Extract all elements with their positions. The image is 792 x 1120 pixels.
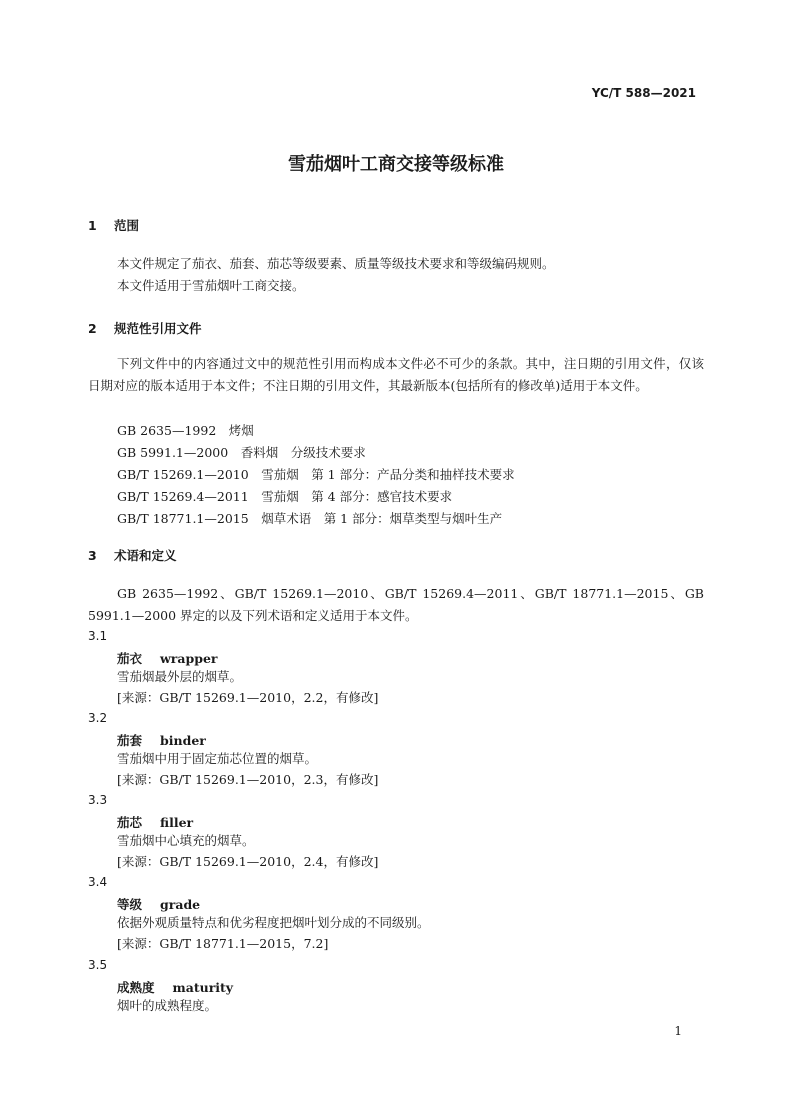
term-cn: 成熟度 (117, 980, 155, 995)
term-source: [来源：GB/T 15269.1—2010，2.2，有修改] (117, 690, 379, 705)
section-heading (88, 216, 139, 234)
term-en: grade (160, 897, 201, 912)
reference-item: GB 5991.1—2000 香料烟 分级技术要求 (117, 445, 366, 460)
term-number: 3.5 (88, 958, 108, 972)
term-cn: 茄芯 (117, 815, 143, 830)
section-title: 范围 (114, 218, 140, 233)
section-heading (88, 319, 202, 337)
document-code: YC/T 588—2021 (591, 86, 696, 100)
page-number: 1 (674, 1024, 682, 1038)
section-number: 3 (88, 548, 97, 563)
paragraph: 下列文件中的内容通过文中的规范性引用而构成本文件必不可少的条款。其中，注日期的引用文件，仅该日期对应的版本适用于本文件；不注日期的引用文件，其最新版本(包括所有的修改单)适用于本文件。 (88, 356, 704, 393)
term-name (117, 649, 217, 667)
term-definition: 依据外观质量特点和优劣程度把烟叶划分成的不同级别。 (117, 915, 430, 930)
term-definition: 雪茄烟中用于固定茄芯位置的烟草。 (117, 751, 318, 766)
term-cn: 茄套 (117, 733, 143, 748)
section-number: 1 (88, 218, 97, 233)
page-title: 雪茄烟叶工商交接等级标准 (288, 154, 504, 175)
term-definition: 雪茄烟中心填充的烟草。 (117, 833, 255, 848)
section-number: 2 (88, 321, 97, 336)
reference-item: GB/T 15269.4—2011 雪茄烟 第 4 部分：感官技术要求 (117, 489, 453, 504)
term-source: [来源：GB/T 15269.1—2010，2.4，有修改] (117, 854, 379, 869)
term-en: binder (160, 733, 206, 748)
reference-list (117, 420, 515, 530)
term-number: 3.1 (88, 629, 108, 643)
term-name (117, 978, 233, 996)
term-en: maturity (172, 980, 234, 995)
term-name (117, 895, 200, 913)
section-title: 规范性引用文件 (114, 321, 202, 336)
term-cn: 茄衣 (117, 651, 143, 666)
paragraph: 本文件规定了茄衣、茄套、茄芯等级要素、质量等级技术要求和等级编码规则。 (117, 256, 555, 271)
term-source: [来源：GB/T 18771.1—2015，7.2] (117, 936, 329, 951)
term-name (117, 813, 193, 831)
reference-item: GB/T 18771.1—2015 烟草术语 第 1 部分：烟草类型与烟叶生产 (117, 511, 503, 526)
paragraph: 本文件适用于雪茄烟叶工商交接。 (117, 278, 305, 293)
term-number: 3.4 (88, 875, 108, 889)
term-definition: 烟叶的成熟程度。 (117, 998, 218, 1013)
term-en: wrapper (160, 651, 218, 666)
reference-item: GB 2635—1992 烤烟 (117, 423, 254, 438)
term-definition: 雪茄烟最外层的烟草。 (117, 669, 243, 684)
term-cn: 等级 (117, 897, 143, 912)
section-title: 术语和定义 (114, 548, 177, 563)
reference-item: GB/T 15269.1—2010 雪茄烟 第 1 部分：产品分类和抽样技术要求 (117, 467, 515, 482)
term-source: [来源：GB/T 15269.1—2010，2.3，有修改] (117, 772, 379, 787)
paragraph: GB 2635—1992、GB/T 15269.1—2010、GB/T 15269.4—2011、GB/T 18771.1—2015、GB 5991.1—2000 界定的以及下列术语和定义适用于本文件。 (88, 586, 704, 623)
section-heading (88, 546, 177, 564)
term-number: 3.3 (88, 793, 108, 807)
term-number: 3.2 (88, 711, 108, 725)
term-en: filler (160, 815, 194, 830)
term-name (117, 731, 206, 749)
